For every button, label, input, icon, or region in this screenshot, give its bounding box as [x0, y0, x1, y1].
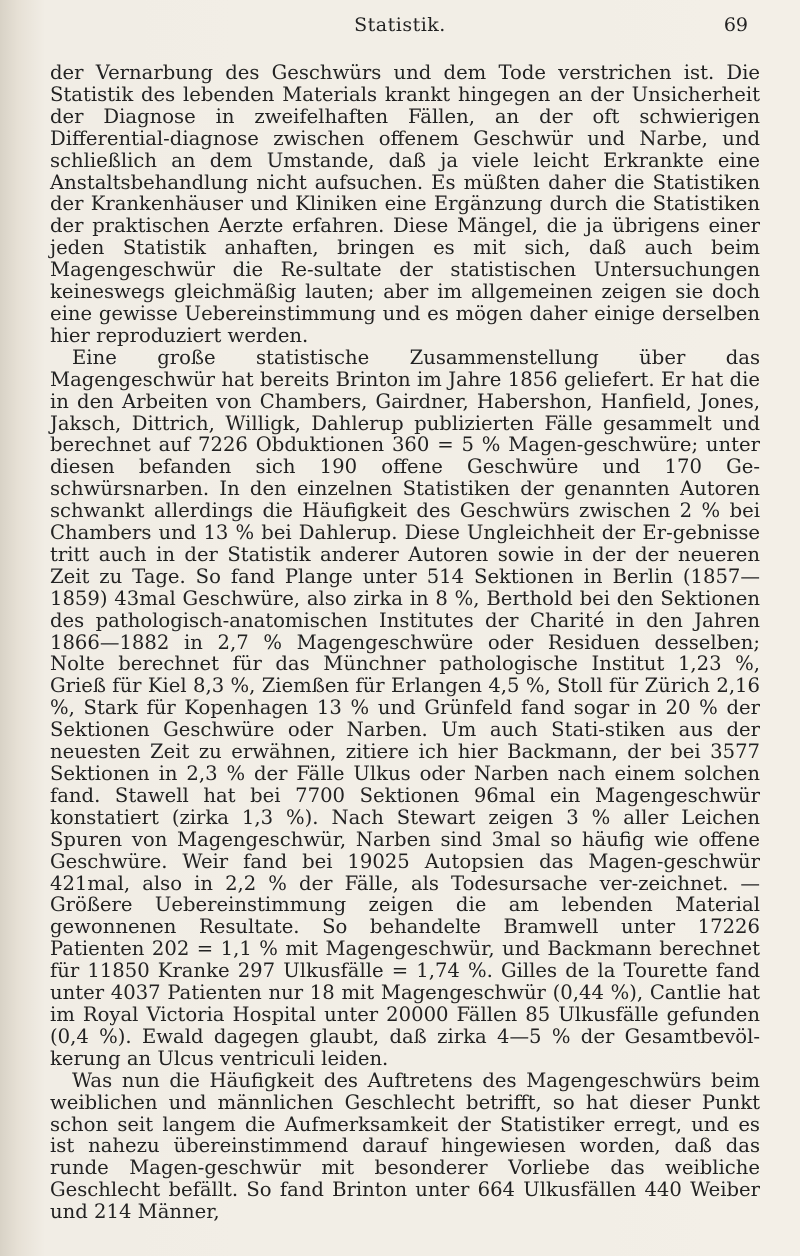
page-header [0, 10, 800, 40]
paragraph-3: Was nun die Häufigkeit des Auftretens des Magengeschwürs beim weiblichen und männlichen Geschlecht betrifft, so hat dieser Punkt schon seit langem die Aufmerksamkeit der Statistiker erregt, und es ist nahezu übereinstimmend darauf hingewiesen worden, daß das runde Magen-geschwür mit besonderer Vorliebe das weibliche Geschlecht befällt. So fand Brinton unter 664 Ulkusfällen 440 Weiber und 214 Männer, [50, 1068, 760, 1224]
page-number: 69 [723, 14, 748, 36]
body-text [50, 62, 760, 1223]
paragraph-2: Eine große statistische Zusammenstellung über das Magengeschwür hat bereits Brinton im Jahre 1856 geliefert. Er hat die in den Arbeiten von Chambers, Gairdner, Habershon, Hanfield, Jones, Jaksch, Dittrich, Willigk, Dahlerup publizierten Fälle gesammelt und berechnet auf 7226 Obduktionen 360 = 5 % Magen-geschwüre; unter diesen befanden sich 190 offene Geschwüre und 170 Ge-schwürsnarben. In den einzelnen Statistiken der genannten Autoren schwankt allerdings die Häufigkeit des Geschwürs zwischen 2 % bei Chambers und 13 % bei Dahlerup. Diese Ungleichheit der Er-gebnisse tritt auch in der Statistik anderer Autoren sowie in der der neueren Zeit zu Tage. So fand Plange unter 514 Sektionen in Berlin (1857—1859) 43mal Geschwüre, also zirka in 8 %, Berthold bei den Sektionen des pathologisch-anatomischen Institutes der Charité in den Jahren 1866—1882 in 2,7 % Magengeschwüre oder Residuen desselben; Nolte berechnet für das Münchner pathologische Institut 1,23 %, Grieß für Kiel 8,3 %, Ziemßen für Erlangen 4,5 %, Stoll für Zürich 2,16 %, Stark für Kopenhagen 13 % und Grünfeld fand sogar in 20 % der Sektionen Geschwüre oder Narben. Um auch Stati-stiken aus der neuesten Zeit zu erwähnen, zitiere ich hier Backmann, der bei 3577 Sektionen in 2,3 % der Fälle Ulkus oder Narben nach einem solchen fand. Stawell hat bei 7700 Sektionen 96mal ein Magengeschwür konstatiert (zirka 1,3 %). Nach Stewart zeigen 3 % aller Leichen Spuren von Magengeschwür, Narben sind 3mal so häufig wie offene Geschwüre. Weir fand bei 19025 Autopsien das Magen-geschwür 421mal, also in 2,2 % der Fälle, als Todesursache ver-zeichnet. — Größere Uebereinstimmung zeigen die am lebenden Material gewonnenen Resultate. So behandelte Bramwell unter 17226 Patienten 202 = 1,1 % mit Magengeschwür, und Backmann berechnet für 11850 Kranke 297 Ulkusfälle = 1,74 %. Gilles de la Tourette fand unter 4037 Patienten nur 18 mit Magengeschwür (0,44 %), Cantlie hat im Royal Victoria Hospital unter 20000 Fällen 85 Ulkusfälle gefunden (0,4 %). Ewald dagegen glaubt, daß zirka 4—5 % der Gesamtbevöl-kerung an Ulcus ventriculi leiden. [50, 345, 760, 1070]
paragraph-1: der Vernarbung des Geschwürs und dem Tode verstrichen ist. Die Statistik des lebenden Materials krankt hingegen an der Unsicherheit der Diagnose in zweifelhaften Fällen, an der oft schwierigen Differential-diagnose zwischen offenem Geschwür und Narbe, und schließlich an dem Umstande, daß ja viele leicht Erkrankte eine Anstaltsbehandlung nicht aufsuchen. Es müßten daher die Statistiken der Krankenhäuser und Kliniken eine Ergänzung durch die Statistiken der praktischen Aerzte erfahren. Diese Mängel, die ja übrigens einer jeden Statistik anhaften, bringen es mit sich, daß auch beim Magengeschwür die Re-sultate der statistischen Untersuchungen keineswegs gleichmäßig lauten; aber im allgemeinen zeigen sie doch eine gewisse Uebereinstimmung und es mögen daher einige derselben hier reproduziert werden. [50, 61, 760, 347]
running-title: Statistik. [354, 14, 446, 36]
